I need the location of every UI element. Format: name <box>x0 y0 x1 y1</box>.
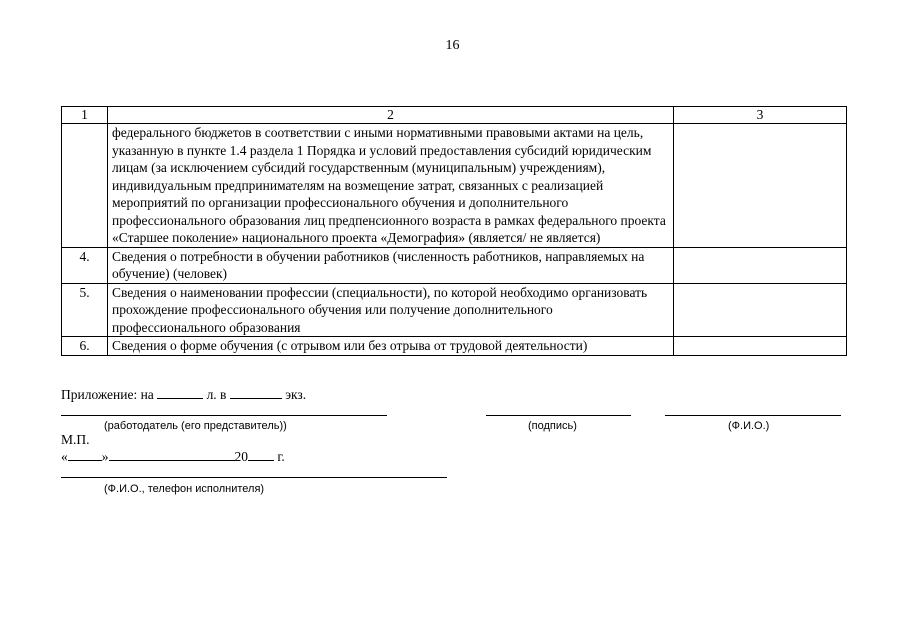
table-row <box>62 283 847 337</box>
date-line <box>61 448 285 465</box>
row-text-cell <box>108 124 674 248</box>
year-suffix: г. <box>277 449 285 464</box>
row-value-cell <box>674 124 847 248</box>
info-table <box>61 106 847 356</box>
continuation-text: федерального бюджетов в соответствии с иными нормативными правовыми актами на цель, указанную в пункте 1.4 раздела 1 Порядка и условий предоставления субсидий юридическим лицам (за исключением субсидий государственным (муниципальным) учреждениям), индивидуальным предпринимателям на возмещение затрат, связанных с реализацией мероприятий по организации профессионального обучения и дополнительного профессионального образования лиц предпенсионного возраста в рамках федерального проекта «Старшее поколение» национального проекта «Демография» (является/ не является) <box>112 125 666 245</box>
column-header-1: 1 <box>62 107 108 124</box>
row-value-cell <box>674 283 847 337</box>
row-number-cell: 5. <box>62 283 108 337</box>
row-value-cell <box>674 337 847 356</box>
sheets-blank <box>157 386 203 399</box>
attachment-line <box>61 386 306 403</box>
row-text-cell: Сведения о потребности в обучении работников (численность работников, направляемых на обучение) (человек) <box>108 247 674 283</box>
employer-signature-line <box>61 415 387 416</box>
executor-caption: (Ф.И.О., телефон исполнителя) <box>104 483 265 495</box>
year-prefix: 20 <box>234 449 248 464</box>
fio-caption: (Ф.И.О.) <box>728 420 770 432</box>
signature-line <box>486 415 631 416</box>
row-value-cell <box>674 247 847 283</box>
row-number-cell: 4. <box>62 247 108 283</box>
executor-line <box>61 477 447 478</box>
table-row <box>62 247 847 283</box>
row-number-cell: 6. <box>62 337 108 356</box>
year-blank <box>248 448 274 461</box>
month-blank <box>109 448 235 461</box>
row-text-cell: Сведения о наименовании профессии (специальности), по которой необходимо организовать прохождение профессионального обучения или получение дополнительного профессионального образования <box>108 283 674 337</box>
table-header-row <box>62 107 847 124</box>
copies-blank <box>230 386 282 399</box>
attachment-prefix: Приложение: на <box>61 387 154 402</box>
day-blank <box>68 448 102 461</box>
date-close-quote: » <box>101 449 109 464</box>
table-row <box>62 337 847 356</box>
page-number: 16 <box>445 38 460 53</box>
table-row <box>62 124 847 248</box>
date-open-quote: « <box>61 449 68 464</box>
attachment-suffix: экз. <box>285 387 307 402</box>
row-number-cell <box>62 124 108 248</box>
row-text-cell: Сведения о форме обучения (с отрывом или без отрыва от трудовой деятельности) <box>108 337 674 356</box>
stamp-label: М.П. <box>61 432 90 447</box>
fio-line <box>665 415 841 416</box>
column-header-2: 2 <box>108 107 674 124</box>
signature-caption: (подпись) <box>528 420 577 432</box>
attachment-middle: л. в <box>206 387 227 402</box>
employer-caption: (работодатель (его представитель)) <box>104 420 287 432</box>
column-header-3: 3 <box>674 107 847 124</box>
